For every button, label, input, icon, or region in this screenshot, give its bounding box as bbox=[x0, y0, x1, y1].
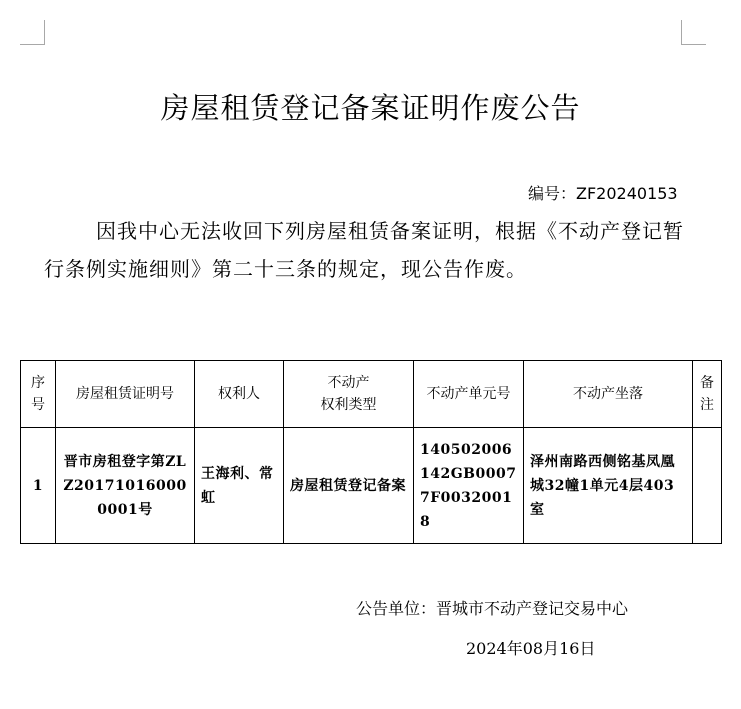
cell-location: 泽州南路西侧铭基凤凰城32幢1单元4层403室 bbox=[524, 428, 693, 544]
header-certificate-number: 房屋租赁证明号 bbox=[56, 361, 195, 428]
cell-serial: 1 bbox=[21, 428, 56, 544]
header-right-holder: 权利人 bbox=[195, 361, 284, 428]
document-number: 编号：ZF20240153 bbox=[528, 184, 678, 203]
header-right-type: 不动产 权利类型 bbox=[284, 361, 414, 428]
table-header-row bbox=[21, 361, 722, 428]
cell-unit-number: 140502006142GB00077F00320018 bbox=[414, 428, 524, 544]
cell-right-type: 房屋租赁登记备案 bbox=[284, 428, 414, 544]
header-remarks: 备注 bbox=[693, 361, 722, 428]
header-serial: 序号 bbox=[21, 361, 56, 428]
cell-right-holder: 王海利、常虹 bbox=[195, 428, 284, 544]
document-title: 房屋租赁登记备案证明作废公告 bbox=[160, 91, 581, 125]
cell-certificate-number: 晋市房租登字第ZLZ201710160000001号 bbox=[56, 428, 195, 544]
announcement-body: 因我中心无法收回下列房屋租赁备案证明，根据《不动产登记暂行条例实施细则》第二十三条的规定，现公告作废。 bbox=[44, 219, 684, 281]
cell-remarks bbox=[693, 428, 722, 544]
announcement-date: 2024年08月16日 bbox=[466, 639, 596, 658]
page-corner-mark-top-right bbox=[681, 20, 706, 45]
issuing-unit: 公告单位：晋城市不动产登记交易中心 bbox=[356, 599, 629, 618]
header-location: 不动产坐落 bbox=[524, 361, 693, 428]
header-unit-number: 不动产单元号 bbox=[414, 361, 524, 428]
revocation-table bbox=[20, 360, 722, 544]
page-corner-mark-top-left bbox=[20, 20, 45, 45]
table-row bbox=[21, 428, 722, 544]
